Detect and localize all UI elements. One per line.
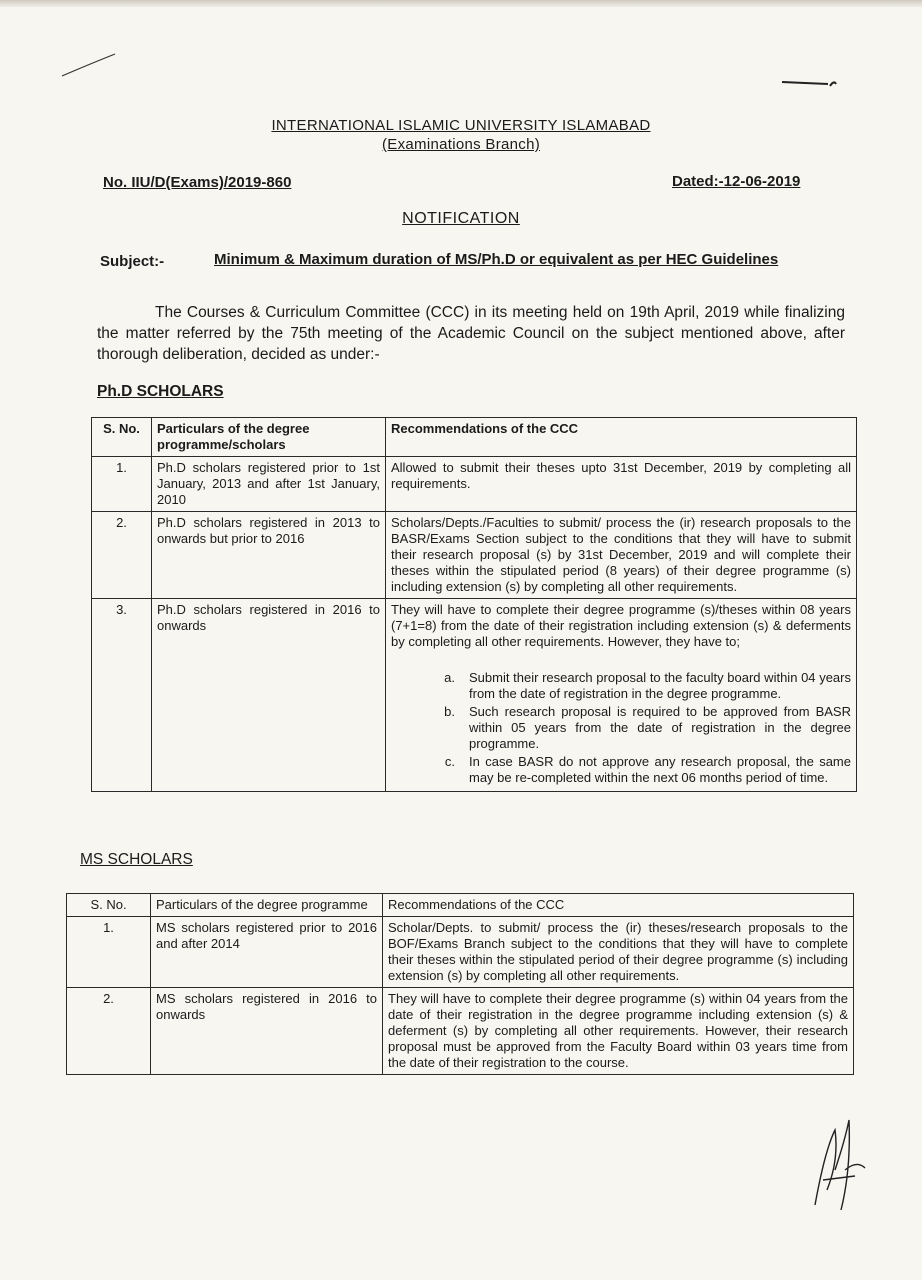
row-particulars: MS scholars registered in 2016 to onwards [151, 988, 383, 1075]
table-row [92, 599, 857, 792]
letterhead [0, 116, 922, 154]
row-recommendation: They will have to complete their degree programme (s) within 04 years from the date of their registration in the degree programme including extension (s) & deferment (s) by completing all other requirements. However, their research proposal must be approved from the Faculty Board within 03 years time from the date of their registration to the course. [383, 988, 854, 1075]
col-sno: S. No. [67, 894, 151, 917]
row-sno: 2. [92, 512, 152, 599]
ms-heading: MS SCHOLARS [80, 851, 193, 868]
table-row [92, 457, 857, 512]
col-sno: S. No. [92, 418, 152, 457]
ms-table [66, 893, 854, 1075]
row-particulars: Ph.D scholars registered in 2016 to onwards [152, 599, 386, 792]
list-item [391, 670, 851, 702]
col-recommendations: Recommendations of the CCC [383, 894, 854, 917]
scan-edge [0, 0, 922, 7]
university-name: INTERNATIONAL ISLAMIC UNIVERSITY ISLAMABAD [271, 117, 651, 134]
reference-number: No. IIU/D(Exams)/2019-860 [103, 174, 292, 191]
pen-mark-right [780, 72, 840, 92]
row-particulars: Ph.D scholars registered in 2013 to onwards but prior to 2016 [152, 512, 386, 599]
list-letter: c. [444, 754, 455, 769]
intro-paragraph [97, 302, 845, 365]
notification-title: NOTIFICATION [402, 210, 520, 227]
list-text: Such research proposal is required to be approved from BASR within 05 years from the date of registration in the degree programme. [469, 704, 851, 751]
col-particulars: Particulars of the degree programme/scholars [152, 418, 386, 457]
row-particulars: MS scholars registered prior to 2016 and after 2014 [151, 917, 383, 988]
row-sno: 2. [67, 988, 151, 1075]
conditions-list [391, 670, 851, 786]
row-recommendation: Scholars/Depts./Faculties to submit/ process the (ir) research proposals to the BASR/Exams Section subject to the conditions that they will have to submit their research proposal (s) by 31st December, 2019 and will complete their theses within the stipulated period (8 years) of their degree programme (s) including extension (s) by completing all other requirements. [386, 512, 857, 599]
row-sno: 1. [67, 917, 151, 988]
row-sno: 1. [92, 457, 152, 512]
row-recommendation [386, 599, 857, 792]
list-item [391, 704, 851, 752]
row-particulars: Ph.D scholars registered prior to 1st January, 2013 and after 1st January, 2010 [152, 457, 386, 512]
ms-table-header [67, 894, 854, 917]
row-recommendation: Allowed to submit their theses upto 31st December, 2019 by completing all requirements. [386, 457, 857, 512]
table-row [67, 988, 854, 1075]
list-text: Submit their research proposal to the faculty board within 04 years from the date of registration in the degree programme. [469, 670, 851, 701]
signature [805, 1110, 875, 1220]
list-letter: a. [444, 670, 455, 685]
intro-text: The Courses & Curriculum Committee (CCC) in its meeting held on 19th April, 2019 while finalizing the matter referred by the 75th meeting of the Academic Council on the subject mentioned above, after thorough deliberation, decided as under:- [97, 304, 845, 363]
subject-label: Subject:- [100, 253, 165, 270]
table-row [67, 917, 854, 988]
list-text: In case BASR do not approve any research proposal, the same may be re-completed within the next 06 months period of time. [469, 754, 851, 785]
table-row [92, 512, 857, 599]
date: Dated:-12-06-2019 [672, 173, 801, 190]
branch-name: (Examinations Branch) [381, 136, 541, 153]
pen-mark-left [60, 50, 120, 80]
phd-table-header [92, 418, 857, 457]
phd-heading: Ph.D SCHOLARS [97, 383, 224, 400]
col-particulars: Particulars of the degree programme [151, 894, 383, 917]
row-recommendation: Scholar/Depts. to submit/ process the (ir) theses/research proposals to the BOF/Exams Branch subject to the conditions that they will have to complete their theses within the stipulated period of their degree programme (s) including extension (s) by completing all other requirements. [383, 917, 854, 988]
subject-text: Minimum & Maximum duration of MS/Ph.D or equivalent as per HEC Guidelines [214, 251, 779, 268]
phd-table [91, 417, 857, 792]
row-sno: 3. [92, 599, 152, 792]
recommendation-text: They will have to complete their degree programme (s)/theses within 08 years (7+1=8) from the date of their registration including extension (s) & deferments by completing all other requirements. However, they have to; [391, 602, 851, 649]
list-letter: b. [444, 704, 455, 719]
list-item [391, 754, 851, 786]
col-recommendations: Recommendations of the CCC [386, 418, 857, 457]
